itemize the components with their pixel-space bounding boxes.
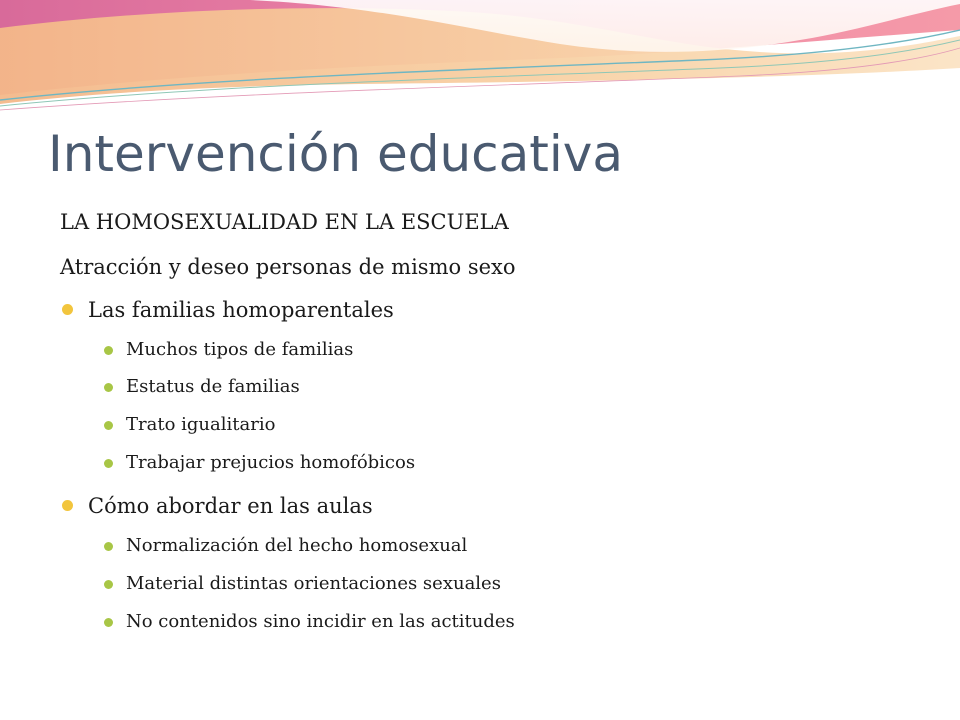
bullet-icon bbox=[104, 580, 113, 589]
bullet-icon bbox=[104, 346, 113, 355]
bullet-icon bbox=[104, 421, 113, 430]
intro-line: LA HOMOSEXUALIDAD EN LA ESCUELA bbox=[60, 210, 509, 234]
bullet-icon bbox=[62, 500, 73, 511]
section-heading: Cómo abordar en las aulas bbox=[88, 494, 373, 518]
bullet-icon bbox=[62, 304, 73, 315]
list-item: No contenidos sino incidir en las actitudes bbox=[126, 611, 515, 632]
list-item: Estatus de familias bbox=[126, 376, 300, 397]
list-item: Trato igualitario bbox=[126, 414, 276, 435]
slide-title: Intervención educativa bbox=[48, 125, 623, 183]
list-item: Normalización del hecho homosexual bbox=[126, 535, 468, 556]
list-item: Material distintas orientaciones sexuales bbox=[126, 573, 501, 594]
intro-line: Atracción y deseo personas de mismo sexo bbox=[60, 255, 516, 279]
bullet-icon bbox=[104, 459, 113, 468]
list-item: Muchos tipos de familias bbox=[126, 339, 354, 360]
bullet-icon bbox=[104, 383, 113, 392]
bullet-icon bbox=[104, 618, 113, 627]
list-item: Trabajar prejucios homofóbicos bbox=[126, 452, 416, 473]
bullet-icon bbox=[104, 542, 113, 551]
section-heading: Las familias homoparentales bbox=[88, 298, 394, 322]
